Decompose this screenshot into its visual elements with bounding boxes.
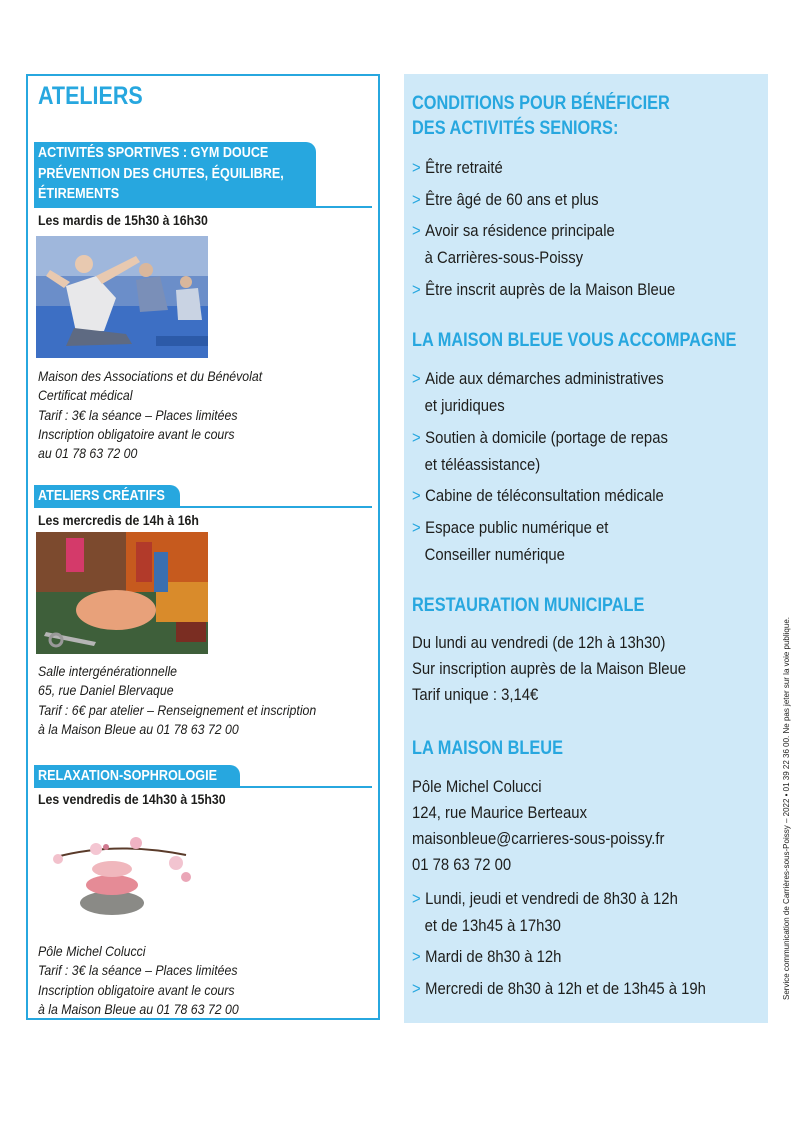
chevron-right-icon: > — [412, 948, 421, 966]
condition-item: > Être retraité — [412, 159, 503, 177]
tab-ateliers-creatifs: ATELIERS CRÉATIFS — [34, 485, 180, 507]
info-gym — [38, 367, 262, 463]
ateliers-panel — [26, 74, 380, 1020]
tab-line: ÉTIREMENTS — [38, 185, 120, 202]
chevron-right-icon: > — [412, 159, 421, 177]
tab-relaxation: RELAXATION-SOPHROLOGIE — [34, 765, 240, 787]
hours-item: > Mercredi de 8h30 à 12h et de 13h45 à 19h — [412, 980, 706, 998]
info-line: 65, rue Daniel Blervaque — [38, 682, 174, 699]
info-line: Maison des Associations et du Bénévolat — [38, 368, 263, 384]
side-credit: Service communication de Carrières-sous-Poissy – 2022 • 01 39 22 36 00. Ne pas jeter sur la voie publique. — [782, 616, 791, 1000]
conditions-title: CONDITIONS POUR BÉNÉFICIER DES ACTIVITÉS SENIORS: — [412, 93, 670, 139]
info-line: au 01 78 63 72 00 — [38, 445, 138, 462]
accompagne-title: LA MAISON BLEUE VOUS ACCOMPAGNE — [412, 330, 737, 351]
chevron-right-icon: > — [412, 487, 421, 505]
condition-item: > Être inscrit auprès de la Maison Bleue — [412, 281, 676, 299]
schedule-gym: Les mardis de 15h30 à 16h30 — [38, 212, 208, 228]
info-line: Salle intergénérationnelle — [38, 663, 178, 679]
chevron-right-icon: > — [412, 281, 421, 299]
schedule-creatifs: Les mercredis de 14h à 16h — [38, 512, 199, 528]
schedule-relaxation: Les vendredis de 14h30 à 15h30 — [38, 791, 226, 807]
service-item: > Espace public numérique et Conseiller numérique — [412, 519, 609, 564]
service-item: > Cabine de téléconsultation médicale — [412, 487, 664, 505]
condition-item: > Être âgé de 60 ans et plus — [412, 191, 599, 209]
info-line: Pôle Michel Colucci — [38, 943, 146, 959]
divider — [34, 506, 372, 508]
service-item: > Aide aux démarches administratives et juridiques — [412, 370, 664, 415]
hours-item: > Mardi de 8h30 à 12h — [412, 948, 562, 966]
phone-number: 01 78 63 72 00 — [412, 856, 512, 874]
chevron-right-icon: > — [412, 519, 421, 537]
info-line: Tarif : 6€ par atelier – Renseignement et inscription — [38, 701, 317, 718]
service-item: > Soutien à domicile (portage de repas et téléassistance) — [412, 429, 668, 474]
tab-line: PRÉVENTION DES CHUTES, ÉQUILIBRE, — [38, 164, 284, 182]
chevron-right-icon: > — [412, 370, 421, 388]
gym-photo — [36, 236, 208, 358]
maison-bleue-title: LA MAISON BLEUE — [412, 738, 563, 759]
info-line: Tarif : 3€ la séance – Places limitées — [38, 406, 238, 423]
restauration-info: Du lundi au vendredi (de 12h à 13h30) Sur inscription auprès de la Maison Bleue Tarif unique : 3,14€ — [412, 634, 687, 704]
info-creatifs — [38, 662, 316, 739]
divider — [34, 786, 372, 788]
hours-item: > Lundi, jeudi et vendredi de 8h30 à 12h et de 13h45 à 17h30 — [412, 890, 678, 935]
info-line: Certificat médical — [38, 387, 133, 404]
maison-bleue-contact: Pôle Michel Colucci 124, rue Maurice Berteaux maisonbleue@carrieres-sous-poissy.fr 01 78 63 72 00 — [412, 774, 664, 878]
info-line: Inscription obligatoire avant le cours — [38, 981, 235, 998]
chevron-right-icon: > — [412, 890, 421, 908]
condition-item: > Avoir sa résidence principale à Carrières-sous-Poissy — [412, 222, 615, 267]
info-line: à la Maison Bleue au 01 78 63 72 00 — [38, 1000, 239, 1017]
chevron-right-icon: > — [412, 429, 421, 447]
tab-gym-douce — [34, 142, 316, 206]
restauration-title: RESTAURATION MUNICIPALE — [412, 595, 645, 616]
chevron-right-icon: > — [412, 191, 421, 209]
info-line: à la Maison Bleue au 01 78 63 72 00 — [38, 720, 239, 737]
ateliers-title: ATELIERS — [38, 82, 143, 110]
chevron-right-icon: > — [412, 980, 421, 998]
email-link[interactable]: maisonbleue@carrieres-sous-poissy.fr — [412, 830, 665, 848]
chevron-right-icon: > — [412, 222, 421, 240]
tab-line: ACTIVITÉS SPORTIVES : GYM DOUCE — [38, 144, 269, 161]
info-line: Inscription obligatoire avant le cours — [38, 425, 235, 442]
info-panel — [404, 74, 768, 1023]
divider — [34, 206, 372, 208]
info-line: Tarif : 3€ la séance – Places limitées — [38, 962, 238, 979]
sewing-photo — [36, 532, 208, 654]
zen-stones-photo — [36, 821, 208, 921]
info-relaxation — [38, 942, 239, 1019]
